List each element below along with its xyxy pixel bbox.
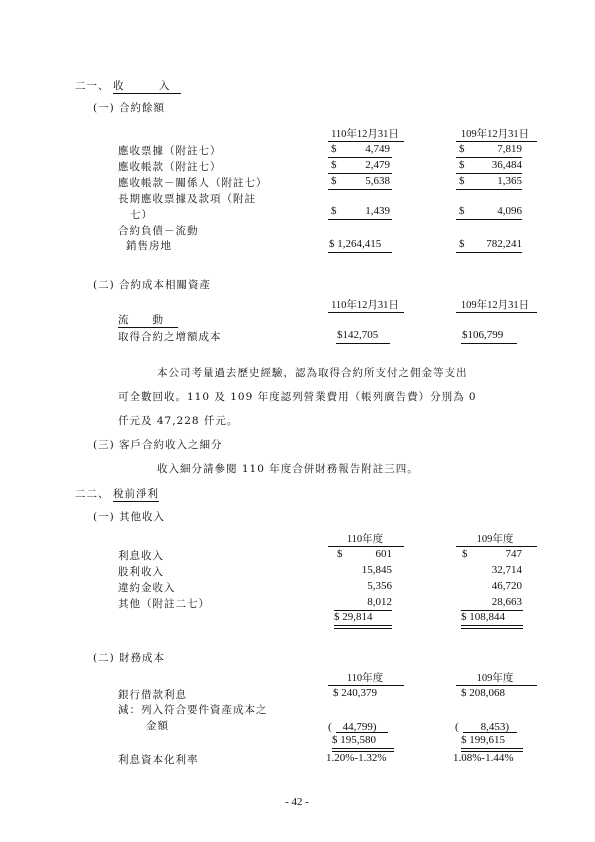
value-cell: 4,096 [497, 205, 522, 217]
row-label: 取得合約之增額成本 [118, 331, 222, 343]
dollar-sign: $ [331, 143, 337, 155]
row-label-cont: 金額 [146, 720, 169, 732]
section-22-number: 二二、 [75, 488, 110, 500]
value-cell: 4,749 [365, 143, 390, 155]
dollar-sign: $ [459, 143, 465, 155]
col-header-109: 109年12月31日 [460, 129, 530, 140]
cell-rule [328, 173, 392, 174]
header-rule [456, 546, 537, 547]
cell-rule [336, 732, 388, 733]
value-cell: $142,705 [337, 329, 379, 341]
total-double-rule [461, 625, 523, 629]
row-label: 利息資本化利率 [118, 754, 199, 766]
row-label: 應收帳款－關係人（附註七） [118, 177, 268, 189]
subtotal-cell: $ 195,580 [332, 734, 376, 746]
cell-rule [328, 157, 392, 158]
cell-rule [456, 157, 522, 158]
value-cell: 7,819 [497, 143, 522, 155]
current-label: 流 動 [118, 312, 178, 328]
sub-heading-contract-balance: (一) 合約餘額 [93, 102, 166, 114]
sub-heading-other-income: (一) 其他收入 [93, 511, 166, 523]
cell-rule [328, 189, 392, 190]
row-label: 股利收入 [118, 566, 164, 578]
section-22-title: 稅前淨利 [113, 488, 159, 500]
row-label-cont: 七） [130, 209, 153, 221]
cell-rule [456, 219, 522, 220]
col-header-110: 110年度 [346, 534, 384, 545]
value-cell: $106,799 [462, 329, 504, 341]
value-cell: 1.08%-1.44% [453, 752, 514, 764]
dollar-sign: $ [459, 238, 465, 250]
col-header-109: 109年度 [476, 673, 514, 684]
paragraph-line: 仟元及 47,228 仟元。 [118, 415, 239, 427]
header-rule [456, 141, 537, 142]
page-number: - 42 - [285, 796, 309, 808]
value-cell: $ 240,379 [333, 687, 377, 699]
dollar-sign: $ [459, 175, 465, 187]
row-label: 合約負債－流動 [118, 225, 199, 237]
paragraph-line: 可全數回收。110 及 109 年度認列營業費用（帳列廣告費）分別為 0 [118, 391, 477, 403]
total-cell: $ 108,844 [461, 611, 505, 623]
value-cell: 46,720 [491, 580, 522, 592]
col-header-110: 110年12月31日 [331, 300, 399, 311]
sub-heading-revenue-breakdown: (三) 客戶合約收入之細分 [93, 439, 223, 451]
cell-rule [336, 343, 390, 344]
col-header-110: 110年12月31日 [331, 129, 399, 140]
paragraph-line: 本公司考量過去歷史經驗，認為取得合約所支付之佣金等支出 [157, 367, 468, 379]
value-cell: 601 [375, 548, 392, 560]
cell-rule [456, 173, 522, 174]
header-rule [328, 141, 404, 142]
value-cell: 2,479 [365, 159, 390, 171]
dollar-sign: $ [331, 159, 337, 171]
dollar-sign: $ [331, 175, 337, 187]
row-label: 應收帳款（附註七） [118, 161, 222, 173]
header-rule [328, 685, 404, 686]
section-21-title: 收 入 [113, 78, 181, 94]
dollar-sign: $ [331, 205, 337, 217]
subtotal-cell: $ 199,615 [461, 734, 505, 746]
value-cell: 1.20%-1.32% [326, 752, 387, 764]
value-cell: 782,241 [486, 238, 522, 250]
cell-rule [456, 252, 522, 253]
row-label: 利息收入 [118, 550, 164, 562]
cell-rule [328, 219, 392, 220]
cell-rule [328, 252, 392, 253]
value-cell: ( 44,799) [328, 721, 377, 733]
cell-rule [456, 189, 522, 190]
paragraph-line: 收入細分請參閱 110 年度合併財務報告附註三四。 [157, 463, 419, 475]
value-cell: 5,356 [367, 580, 392, 592]
value-cell: 747 [505, 548, 522, 560]
dollar-sign: $ [337, 548, 343, 560]
sub-heading-finance-cost: (二) 財務成本 [93, 652, 166, 664]
row-label: 銷售房地 [126, 240, 172, 252]
header-rule [456, 312, 537, 313]
value-cell: 28,663 [491, 596, 522, 608]
row-label: 其他（附註二七） [118, 598, 210, 610]
header-rule [328, 312, 404, 313]
value-cell: 15,845 [361, 564, 392, 576]
header-rule [328, 546, 404, 547]
value-cell: 1,439 [365, 205, 390, 217]
row-label: 銀行借款利息 [118, 689, 187, 701]
dollar-sign: $ [459, 205, 465, 217]
total-double-rule [334, 625, 392, 629]
value-cell: 5,638 [365, 175, 390, 187]
col-header-109: 109年度 [476, 534, 514, 545]
cell-rule [463, 732, 517, 733]
value-cell: ( 8,453) [455, 721, 510, 733]
section-21-number: 二一、 [75, 80, 110, 92]
row-label: 減：列入符合要件資產成本之 [118, 704, 268, 716]
dollar-sign: $ [462, 548, 468, 560]
header-rule [456, 685, 537, 686]
value-cell: $ 1,264,415 [329, 238, 382, 250]
value-cell: 8,012 [367, 596, 392, 608]
col-header-110: 110年度 [346, 673, 384, 684]
row-label: 違約金收入 [118, 582, 176, 594]
total-cell: $ 29,814 [334, 611, 373, 623]
value-cell: 32,714 [491, 564, 522, 576]
sub-heading-contract-cost: (二) 合約成本相關資產 [93, 279, 212, 291]
value-cell: 36,484 [491, 159, 522, 171]
cell-rule [461, 343, 517, 344]
value-cell: $ 208,068 [461, 687, 505, 699]
row-label: 長期應收票據及款項（附註 [118, 193, 256, 205]
value-cell: 1,365 [497, 175, 522, 187]
col-header-109: 109年12月31日 [460, 300, 530, 311]
dollar-sign: $ [459, 159, 465, 171]
row-label: 應收票據（附註七） [118, 145, 222, 157]
